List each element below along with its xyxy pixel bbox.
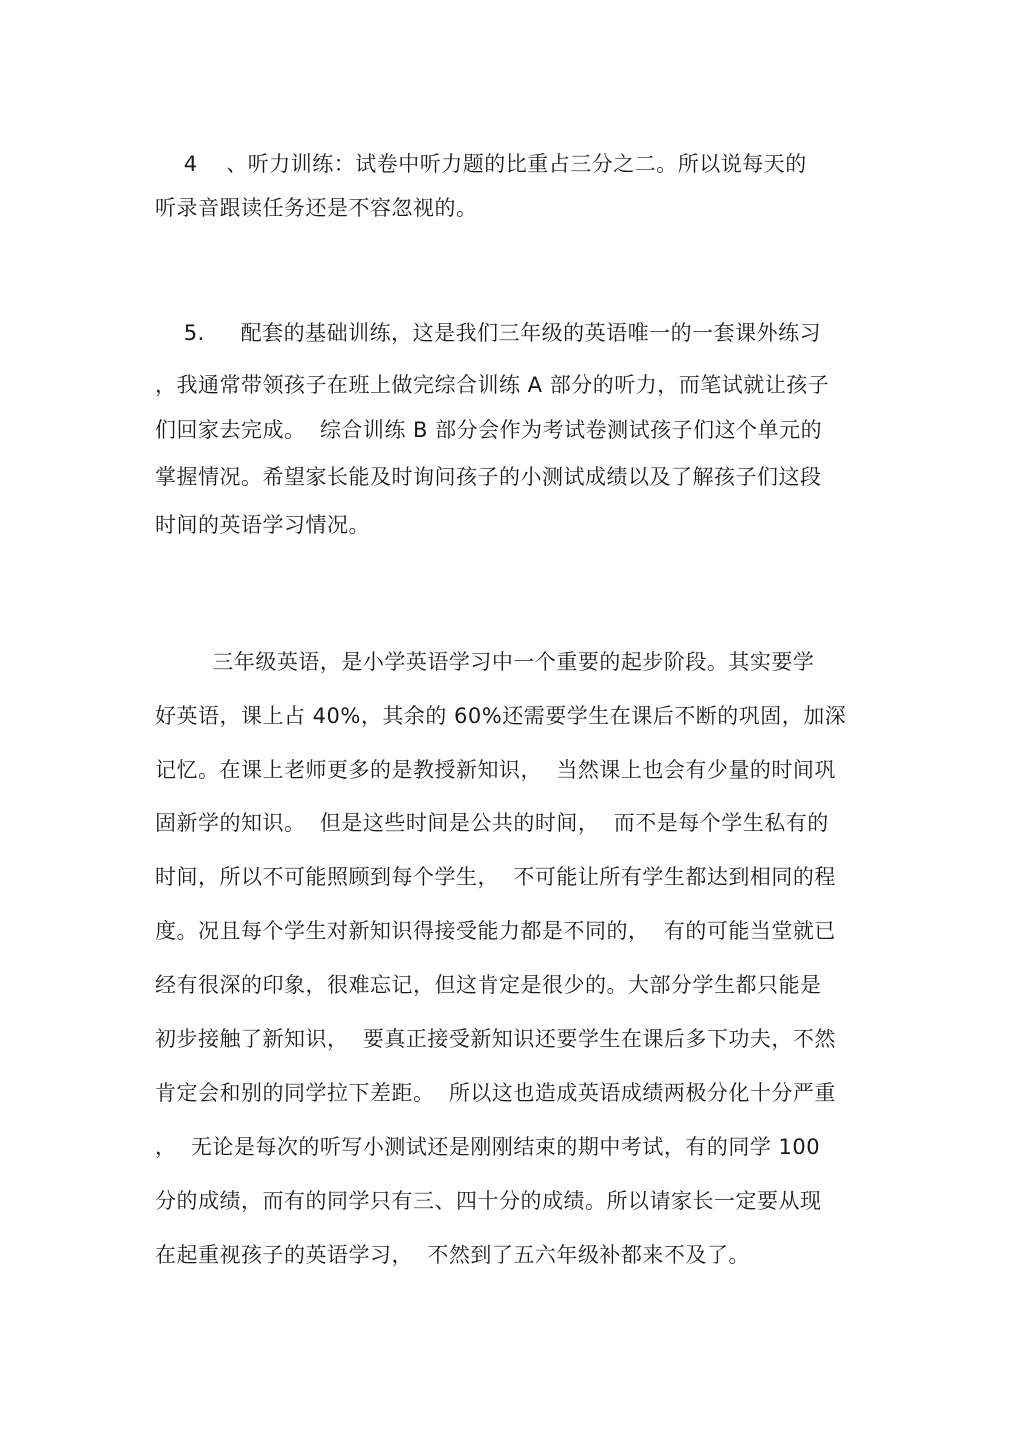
text-line: ， 无论是每次的听写小测试还是刚刚结束的期中考试，有的同学 100 [155,1135,821,1159]
text-line: 好英语，课上占 40%，其余的 60%还需要学生在课后不断的巩固，加深 [155,704,847,728]
text-line: 肯定会和别的同学拉下差距。 所以这也造成英语成绩两极分化十分严重 [155,1081,836,1105]
text-line: 在起重视孩子的英语学习， 不然到了五六年级补都来不及了。 [155,1243,750,1267]
text-line: 听录音跟读任务还是不容忽视的。 [155,196,478,220]
text-line: 时间的英语学习情况。 [155,513,370,537]
text-line: 三年级英语，是小学英语学习中一个重要的起步阶段。其实要学 [155,650,815,674]
text-line: 初步接触了新知识， 要真正接受新知识还要学生在课后多下功夫，不然 [155,1027,836,1051]
text-line: 记忆。在课上老师更多的是教授新知识， 当然课上也会有少量的时间巩 [155,758,836,782]
text-line: 时间，所以不可能照顾到每个学生， 不可能让所有学生都达到相同的程 [155,865,836,889]
text-line: 经有很深的印象，很难忘记，但这肯定是很少的。大部分学生都只能是 [155,973,822,997]
text-line: ，我通常带领孩子在班上做完综合训练 A 部分的听力，而笔试就让孩子 [155,373,830,397]
text-line: 分的成绩，而有的同学只有三、四十分的成绩。所以请家长一定要从现 [155,1189,822,1213]
text-line: 度。况且每个学生对新知识得接受能力都是不同的， 有的可能当堂就已 [155,919,836,943]
text-line: 5. 配套的基础训练，这是我们三年级的英语唯一的一套课外练习 [155,321,822,345]
text-line: 4 、听力训练：试卷中听力题的比重占三分之二。所以说每天的 [155,152,807,176]
text-line: 固新学的知识。 但是这些时间是公共的时间， 而不是每个学生私有的 [155,811,829,835]
text-line: 掌握情况。希望家长能及时询问孩子的小测试成绩以及了解孩子们这段 [155,465,822,489]
text-line: 们回家去完成。 综合训练 B 部分会作为考试卷测试孩子们这个单元的 [155,418,823,442]
